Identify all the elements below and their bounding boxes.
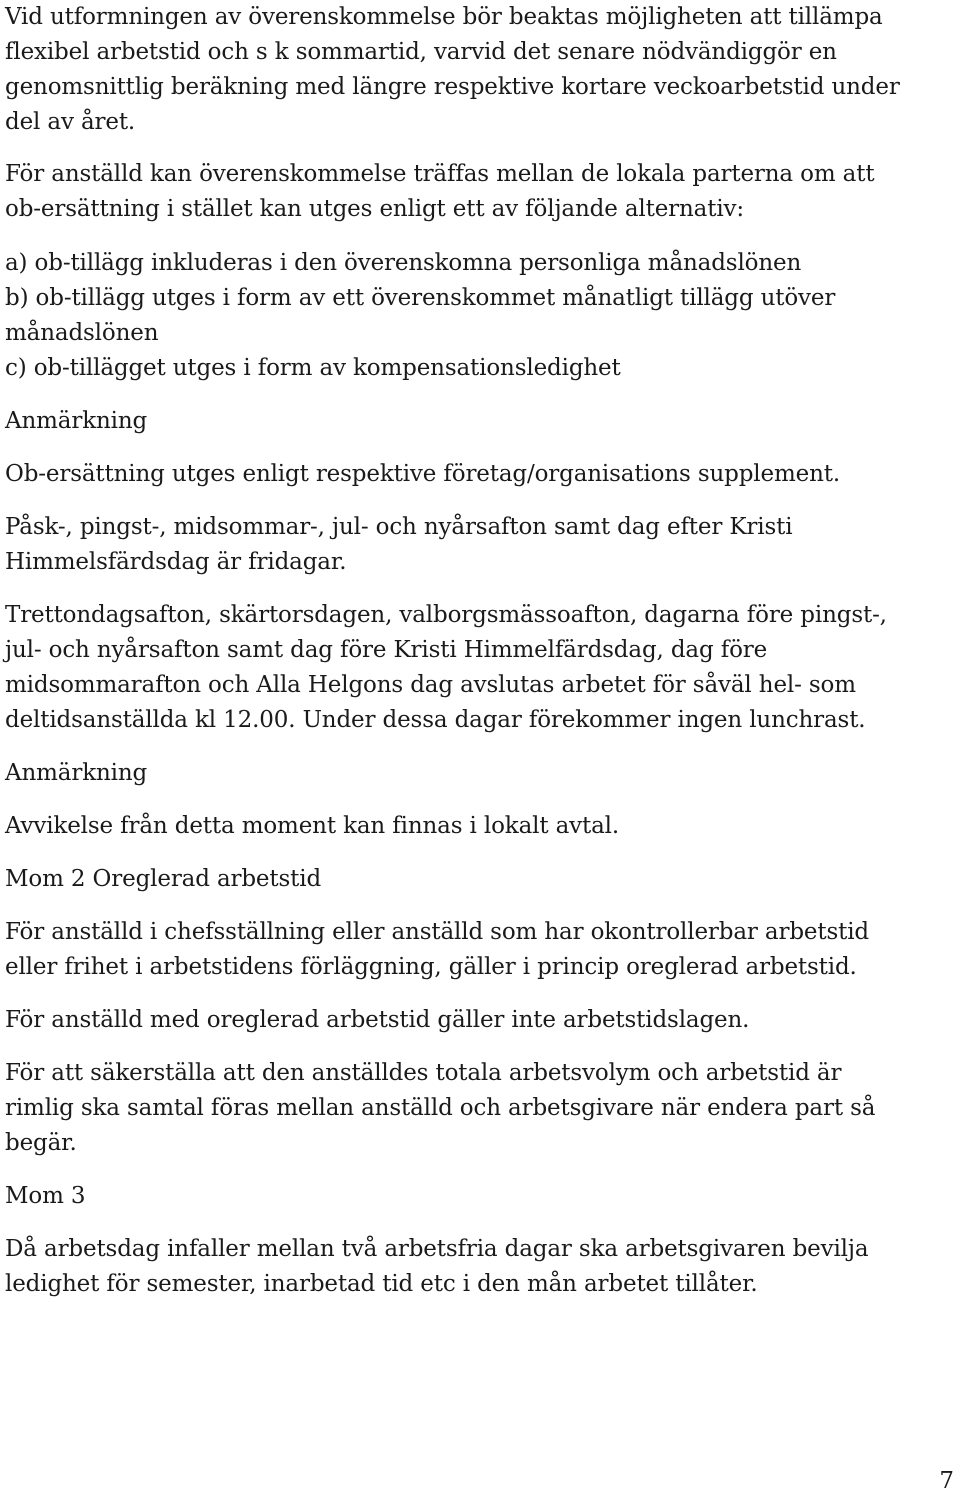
text-line: Mom 2 Oreglerad arbetstid bbox=[5, 866, 322, 892]
text-line: Trettondagsafton, skärtorsdagen, valborgsmässoafton, dagarna före pingst-, bbox=[5, 602, 887, 628]
text-line: del av året. bbox=[5, 109, 136, 135]
text-line: ob-ersättning i stället kan utges enligt ett av följande alternativ: bbox=[5, 196, 744, 222]
text-line: Avvikelse från detta moment kan finnas i lokalt avtal. bbox=[5, 813, 620, 839]
list-item: a) ob-tillägg inkluderas i den överenskomna personliga månadslönen bbox=[5, 250, 802, 276]
text-line: jul- och nyårsafton samt dag före Kristi Himmelfärdsdag, dag före bbox=[5, 637, 768, 663]
text-line: deltidsanställda kl 12.00. Under dessa dagar förekommer ingen lunchrast. bbox=[5, 707, 866, 733]
paragraph-ob-ersattning-alternativ bbox=[5, 157, 955, 227]
text-line: Påsk-, pingst-, midsommar-, jul- och nyårsafton samt dag efter Kristi bbox=[5, 514, 793, 540]
paragraph-arbetstidslagen bbox=[5, 1003, 955, 1038]
text-line: Vid utformningen av överenskommelse bör beaktas möjligheten att tillämpa bbox=[5, 4, 883, 30]
text-line: Ob-ersättning utges enligt respektive företag/organisations supplement. bbox=[5, 461, 840, 487]
list-item: c) ob-tillägget utges i form av kompensationsledighet bbox=[5, 355, 621, 381]
page-number: 7 bbox=[939, 1468, 954, 1494]
text-line: Himmelsfärdsdag är fridagar. bbox=[5, 549, 347, 575]
list-item: månadslönen bbox=[5, 320, 159, 346]
text-line: Anmärkning bbox=[5, 760, 148, 786]
text-line: flexibel arbetstid och s k sommartid, varvid det senare nödvändiggör en bbox=[5, 39, 837, 65]
text-line: rimlig ska samtal föras mellan anställd och arbetsgivare när endera part så bbox=[5, 1095, 876, 1121]
text-line: För anställd med oreglerad arbetstid gäller inte arbetstidslagen. bbox=[5, 1007, 750, 1033]
list-item: b) ob-tillägg utges i form av ett överenskommet månatligt tillägg utöver bbox=[5, 285, 836, 311]
anmarkning-heading bbox=[5, 404, 955, 439]
text-line: ledighet för semester, inarbetad tid etc i den mån arbetet tillåter. bbox=[5, 1271, 758, 1297]
text-line: För anställd i chefsställning eller anställd som har okontrollerbar arbetstid bbox=[5, 919, 869, 945]
anmarkning-heading bbox=[5, 756, 955, 791]
alternatives-list bbox=[5, 246, 955, 386]
text-line: Mom 3 bbox=[5, 1183, 86, 1209]
text-line: För att säkerställa att den anställdes totala arbetsvolym och arbetstid är bbox=[5, 1060, 842, 1086]
heading-mom-2 bbox=[5, 862, 955, 897]
paragraph-klamdag bbox=[5, 1232, 955, 1302]
text-line: midsommarafton och Alla Helgons dag avslutas arbetet för såväl hel- som bbox=[5, 672, 856, 698]
paragraph-chefsstallning bbox=[5, 915, 955, 985]
text-line: Anmärkning bbox=[5, 408, 148, 434]
heading-mom-3 bbox=[5, 1179, 955, 1214]
text-line: För anställd kan överenskommelse träffas mellan de lokala parterna om att bbox=[5, 161, 875, 187]
text-line: Då arbetsdag infaller mellan två arbetsfria dagar ska arbetsgivaren bevilja bbox=[5, 1236, 869, 1262]
paragraph-supplement bbox=[5, 457, 955, 492]
paragraph-flexibel-arbetstid bbox=[5, 0, 955, 140]
text-line: eller frihet i arbetstidens förläggning, gäller i princip oreglerad arbetstid. bbox=[5, 954, 857, 980]
paragraph-arbetsvolym bbox=[5, 1056, 955, 1161]
text-line: genomsnittlig beräkning med längre respektive kortare veckoarbetstid under bbox=[5, 74, 900, 100]
paragraph-lokalt-avtal bbox=[5, 809, 955, 844]
paragraph-halvdagar bbox=[5, 598, 955, 738]
text-line: begär. bbox=[5, 1130, 77, 1156]
paragraph-fridagar bbox=[5, 510, 955, 580]
